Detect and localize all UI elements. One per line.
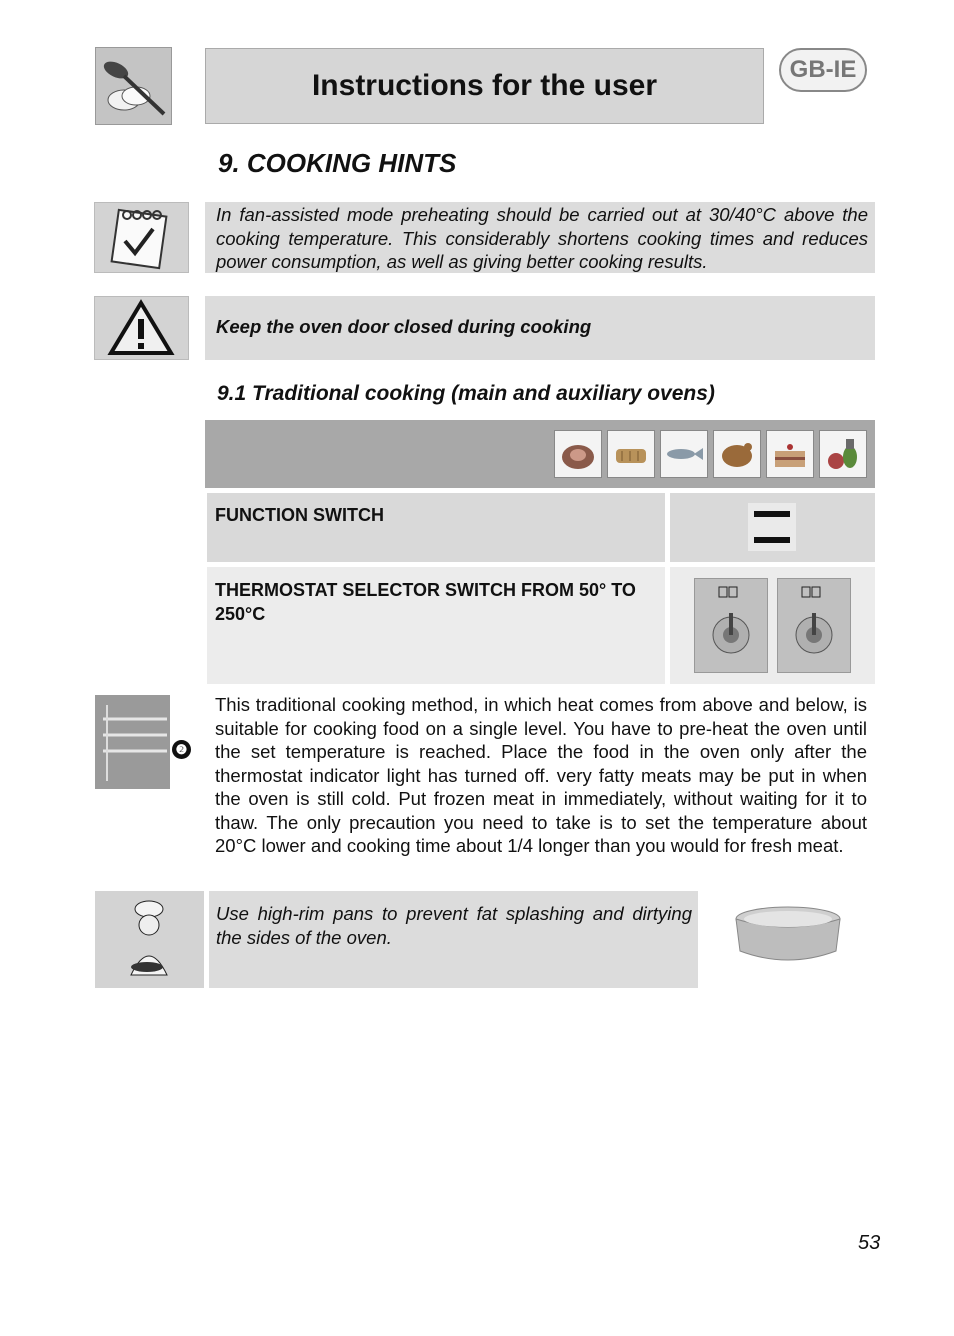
header-title-bar (205, 48, 764, 124)
roast-chicken-icon (713, 430, 761, 478)
section-title: 9. COOKING HINTS (218, 148, 457, 178)
warning-text: Keep the oven door closed during cooking (216, 316, 592, 337)
thermostat-label: THERMOSTAT SELECTOR SWITCH FROM 50° TO 250°C (215, 580, 636, 624)
pan-tip-text: Use high-rim pans to prevent fat splashing and dirtying the sides of the oven. (216, 903, 692, 948)
fan-hint-text: In fan-assisted mode preheating should be carried out at 30/40°C above the cooking temperature. This considerably shortens cooking times and reduces power consumption, as well as giving better cooking results. (216, 204, 868, 272)
language-badge: GB-IE (779, 48, 867, 92)
function-switch-label: FUNCTION SWITCH (215, 505, 384, 525)
function-switch-row (207, 493, 665, 562)
vegetables-icon (819, 430, 867, 478)
high-rim-pan-icon (710, 895, 865, 977)
shelf-level-marker: ❷ (172, 740, 191, 759)
roast-meat-icon (554, 430, 602, 478)
top-bottom-heating-icon (748, 503, 796, 551)
warning-icon (94, 296, 189, 360)
chef-icon (95, 891, 204, 988)
traditional-cooking-description: This traditional cooking method, in which heat comes from above and below, is suitable for cooking food on a single level. You have to pre-heat the oven until the set temperature is reached. Place the food in the oven only after the thermostat indicator light has turned off. very fatty meats may be put in when the oven is still cold. Put frozen meat in immediately, without waiting for it to thaw. The only precaution you need to take is to set the temperature about 20°C lower and cooking time about 1/4 longer than you would for fresh meat. (215, 694, 867, 856)
oven-shelf-icon (95, 695, 170, 789)
checklist-notepad-icon (94, 202, 189, 273)
page-title: Instructions for the user (311, 69, 658, 102)
cake-icon (766, 430, 814, 478)
subsection-title: 9.1 Traditional cooking (main and auxiliary ovens) (217, 382, 715, 405)
main-oven-knob-icon (694, 578, 768, 673)
fish-icon (660, 430, 708, 478)
bread-icon (607, 430, 655, 478)
auxiliary-oven-knob-icon (777, 578, 851, 673)
page-number: 53 (858, 1232, 881, 1254)
spoon-chef-hat-icon (95, 47, 172, 125)
